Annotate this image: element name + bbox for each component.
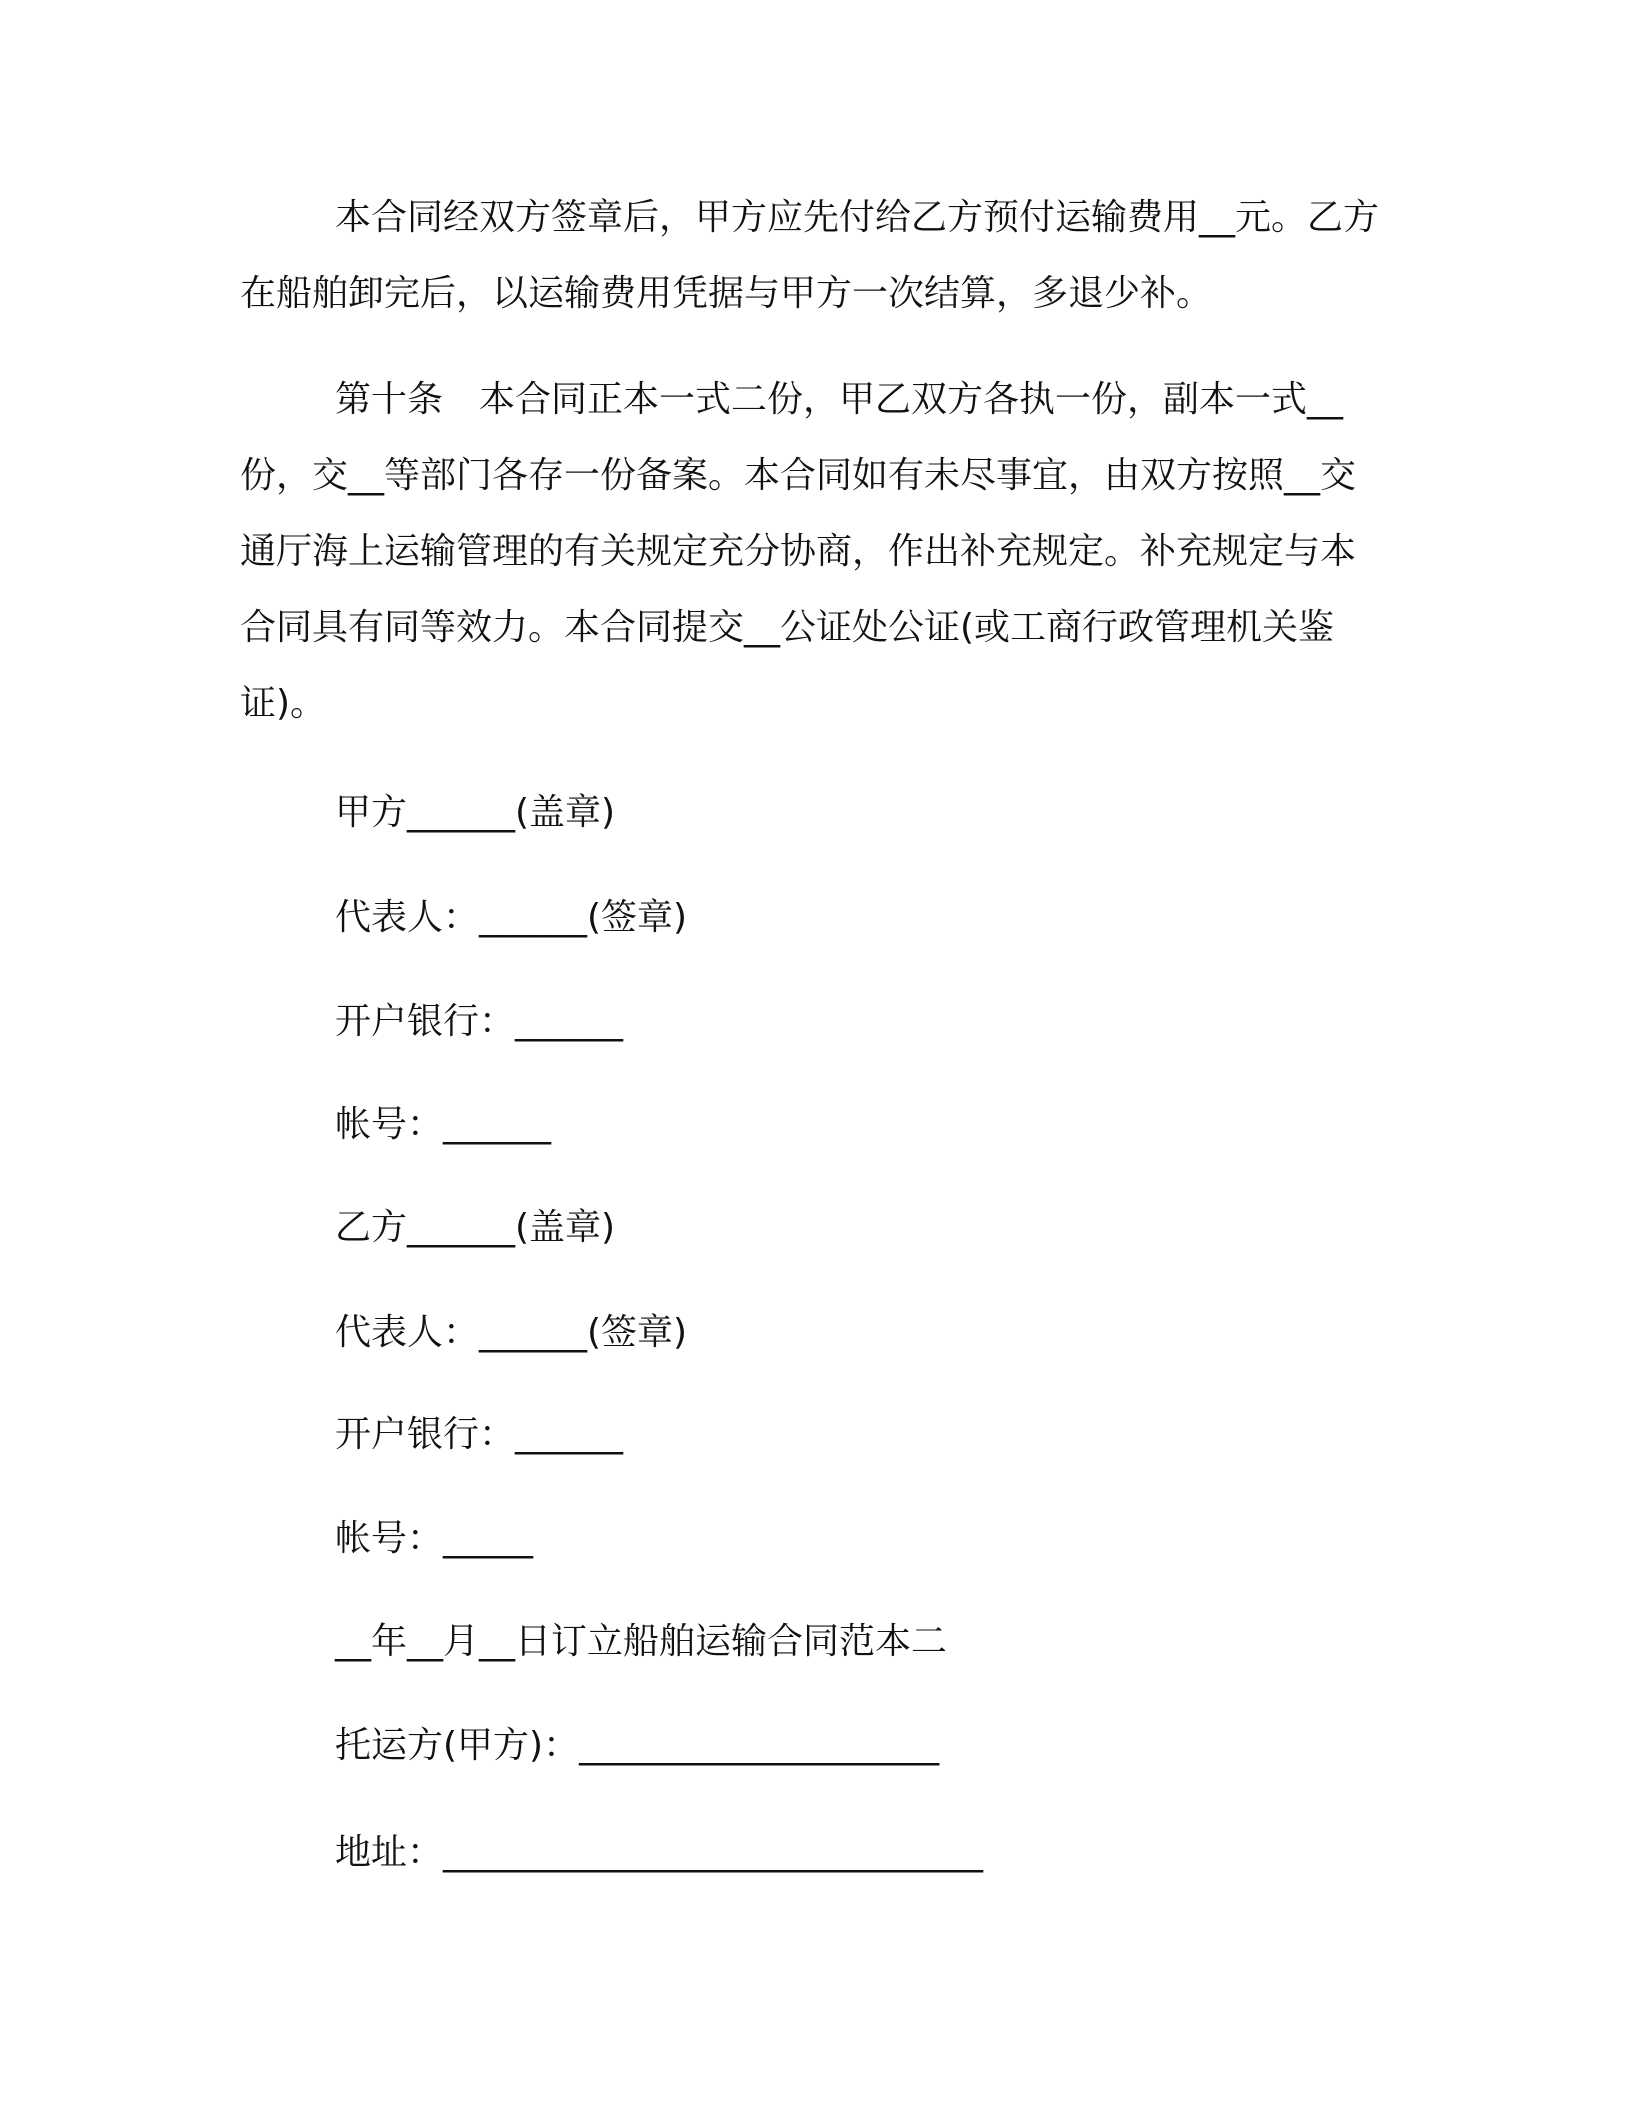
party-a-bank-line: 开户银行：______	[335, 1001, 624, 1042]
address-line: 地址：______________________________	[335, 1832, 984, 1873]
paragraph-prepayment: 本合同经双方签章后，甲方应先付给乙方预付运输费用__元。乙方在船舶卸完后，以运输费用凭据与甲方一次结算，多退少补。	[240, 197, 1380, 314]
paragraph-article-ten: 第十条 本合同正本一式二份，甲乙双方各执一份，副本一式__份，交__等部门各存一份备案。本合同如有未尽事宜，由双方按照__交通厅海上运输管理的有关规定充分协商，作出补充规定。补充规定与本合同具有同等效力。本合同提交__公证处公证(或工商行政管理机关鉴证)。	[240, 379, 1357, 724]
party-a-representative-line: 代表人：______(签章)	[335, 897, 688, 938]
party-b-representative-line: 代表人：______(签章)	[335, 1312, 688, 1353]
date-and-template-title: __年__月__日订立船舶运输合同范本二	[335, 1621, 948, 1662]
party-a-seal-line: 甲方______(盖章)	[335, 792, 616, 833]
party-b-seal-line: 乙方______(盖章)	[335, 1207, 616, 1248]
party-b-bank-line: 开户银行：______	[335, 1414, 624, 1455]
party-b-account-line: 帐号：_____	[335, 1518, 534, 1559]
shipper-line: 托运方(甲方)：____________________	[335, 1725, 940, 1766]
party-a-account-line: 帐号：______	[335, 1104, 552, 1145]
